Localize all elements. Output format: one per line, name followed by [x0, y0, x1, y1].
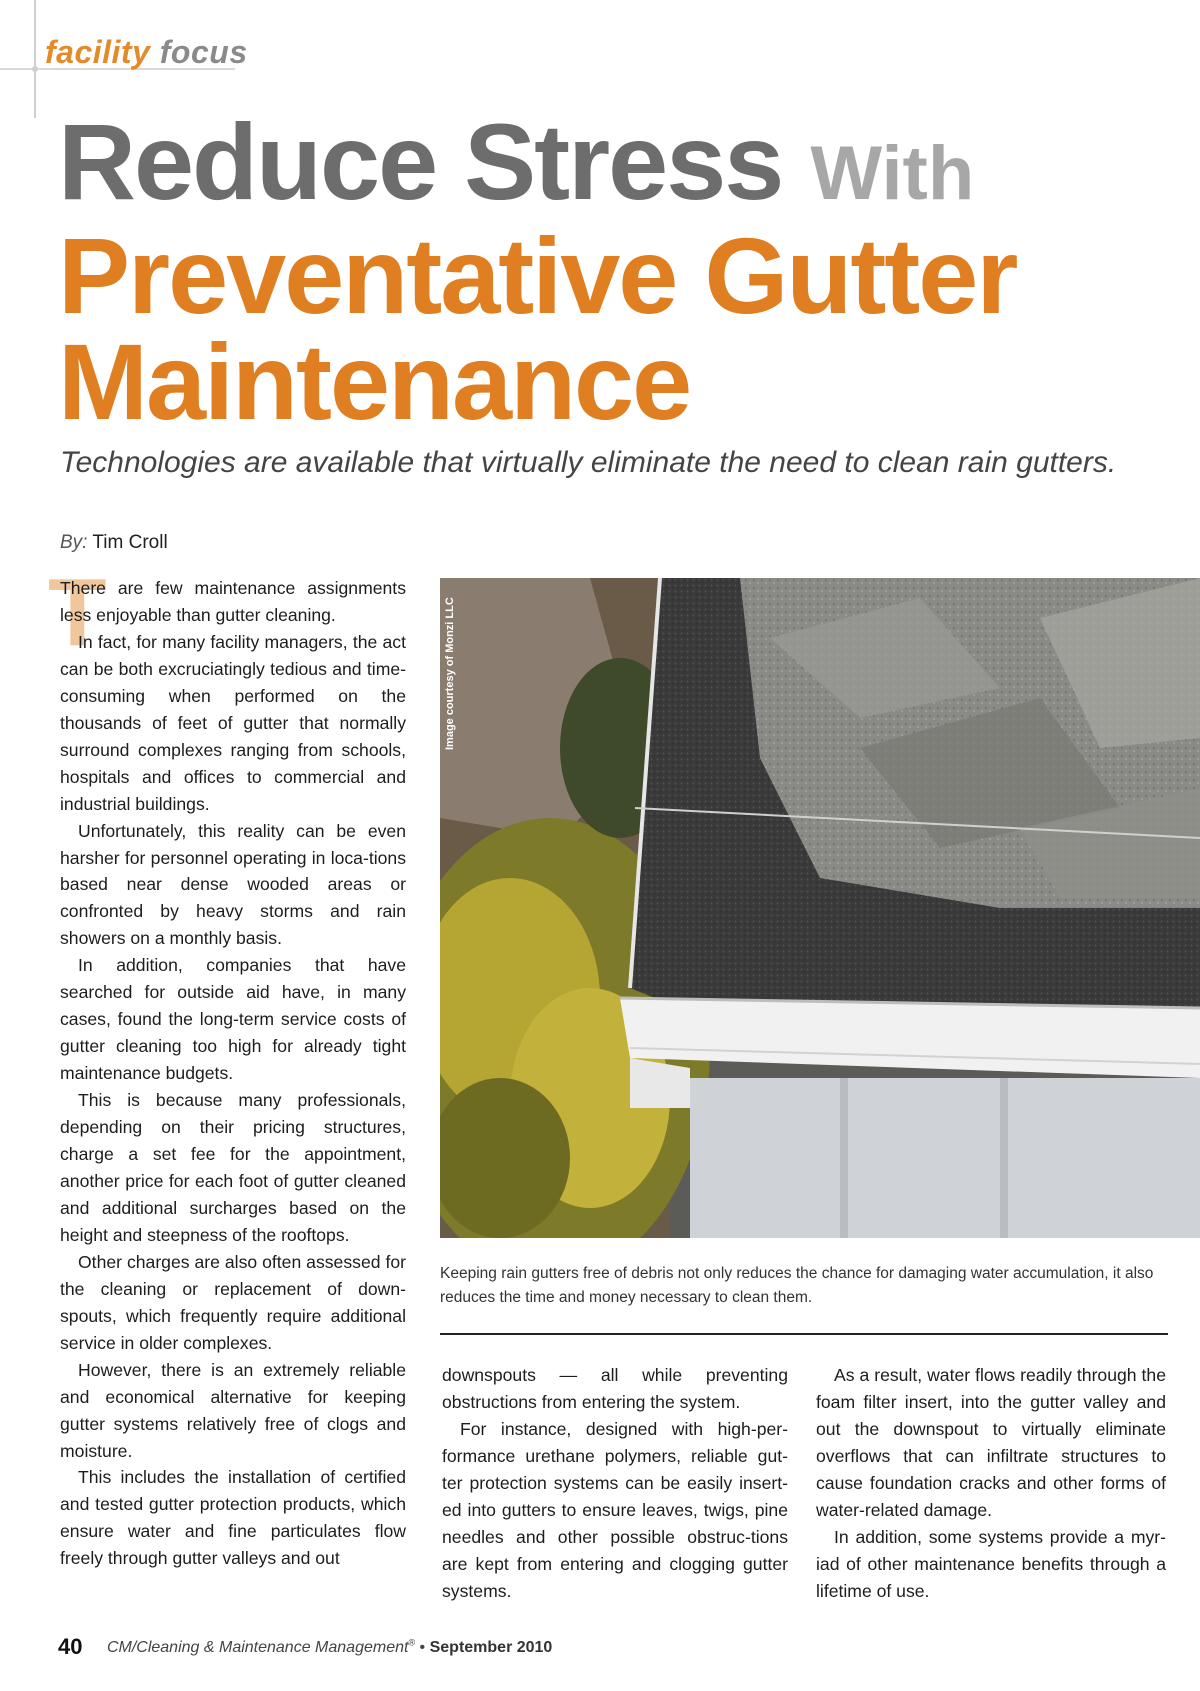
- headline-line2: Preventative Gutter: [58, 215, 1017, 336]
- caption-divider: [440, 1333, 1168, 1335]
- photo-credit-text: Image courtesy of Monzi LLC: [444, 597, 456, 750]
- paragraph: In addition, some systems provide a myr-iad of other maintenance benefits through a lifetime of use.: [816, 1526, 1166, 1601]
- drop-cap: T: [48, 559, 107, 666]
- headline-line3: Maintenance: [58, 321, 691, 442]
- registered-mark: ®: [408, 1637, 416, 1648]
- gutter-photo: [440, 578, 1200, 1238]
- section-label-word1: facility: [45, 34, 151, 70]
- paragraph: As a result, water flows readily through the foam filter insert, into the gutter valley and out the downspout to virtually eliminate overflows that can infiltrate structures to cause foundation cracks and other forms of water-related damage.: [816, 1365, 1166, 1520]
- subtitle: Technologies are available that virtually eliminate the need to clean rain gutters.: [60, 446, 1117, 479]
- article-column-1: [60, 575, 406, 1572]
- headline-main: Reduce Stress: [58, 101, 783, 222]
- article-column-2: [442, 1362, 788, 1605]
- byline-prefix: By:: [60, 532, 88, 553]
- paragraph: Unfortunately, this reality can be even harsher for personnel operating in loca-tions based near dense wooded areas or confronted by heavy storms and rain showers on a monthly basis.: [60, 820, 406, 949]
- paragraph: In fact, for many facility managers, the act can be both excruciatingly tedious and time-consuming when performed on the thousands of feet of gutter that normally surround complexes ranging from schools, hospitals and offices to commercial and industrial buildings.: [60, 631, 406, 814]
- paragraph: However, there is an extremely reliable and economical alternative for keeping gutter systems relatively free of clogs and moisture.: [60, 1359, 406, 1461]
- byline: [60, 532, 168, 554]
- gutter-photo-illustration: [440, 578, 1200, 1238]
- footer-separator: •: [419, 1639, 426, 1656]
- page-footer: [58, 1634, 552, 1660]
- paragraph: Other charges are also often assessed for the cleaning or replacement of down-spouts, which frequently require additional service in older complexes.: [60, 1251, 406, 1353]
- publication-name: CM/Cleaning & Maintenance Management: [106, 1639, 409, 1656]
- paragraph: For instance, designed with high-per-formance urethane polymers, reliable gut-ter protection systems can be easily insert-ed into gutters to ensure leaves, twigs, pine needles and other possible obstruc-tions are kept from entering and clogging gutter systems.: [442, 1418, 788, 1601]
- byline-author: Tim Croll: [92, 532, 168, 553]
- header-vertical-rule: [34, 0, 36, 118]
- paragraph: There are few maintenance assignments less enjoyable than gutter cleaning.: [60, 578, 406, 625]
- page-number: 40: [58, 1634, 83, 1659]
- article-column-3: [816, 1362, 1166, 1605]
- crosshair-mark-icon: [29, 63, 41, 75]
- headline-line1: [58, 101, 975, 222]
- photo-credit: [444, 597, 468, 750]
- headline-with: With: [810, 131, 975, 216]
- paragraph: This is because many professionals, depending on their pricing structures, charge a set fee for the appointment, another price for each foot of gutter cleaned and additional surcharges based on the height and steepness of the rooftops.: [60, 1090, 406, 1245]
- paragraph: In addition, companies that have searched for outside aid have, in many cases, found the long-term service costs of gutter cleaning too high for already tight maintenance budgets.: [60, 955, 406, 1084]
- section-label: [45, 34, 248, 71]
- issue-date: September 2010: [429, 1639, 553, 1656]
- photo-caption: Keeping rain gutters free of debris not only reduces the chance for damaging water accumulation, it also reduces the time and money necessary to clean them.: [440, 1265, 1154, 1306]
- paragraph: This includes the installation of certified and tested gutter protection products, which ensure water and fine particulates flow freely through gutter valleys and out: [60, 1467, 406, 1569]
- section-label-word2: focus: [159, 34, 248, 70]
- paragraph: downspouts — all while preventing obstructions from entering the system.: [442, 1365, 788, 1412]
